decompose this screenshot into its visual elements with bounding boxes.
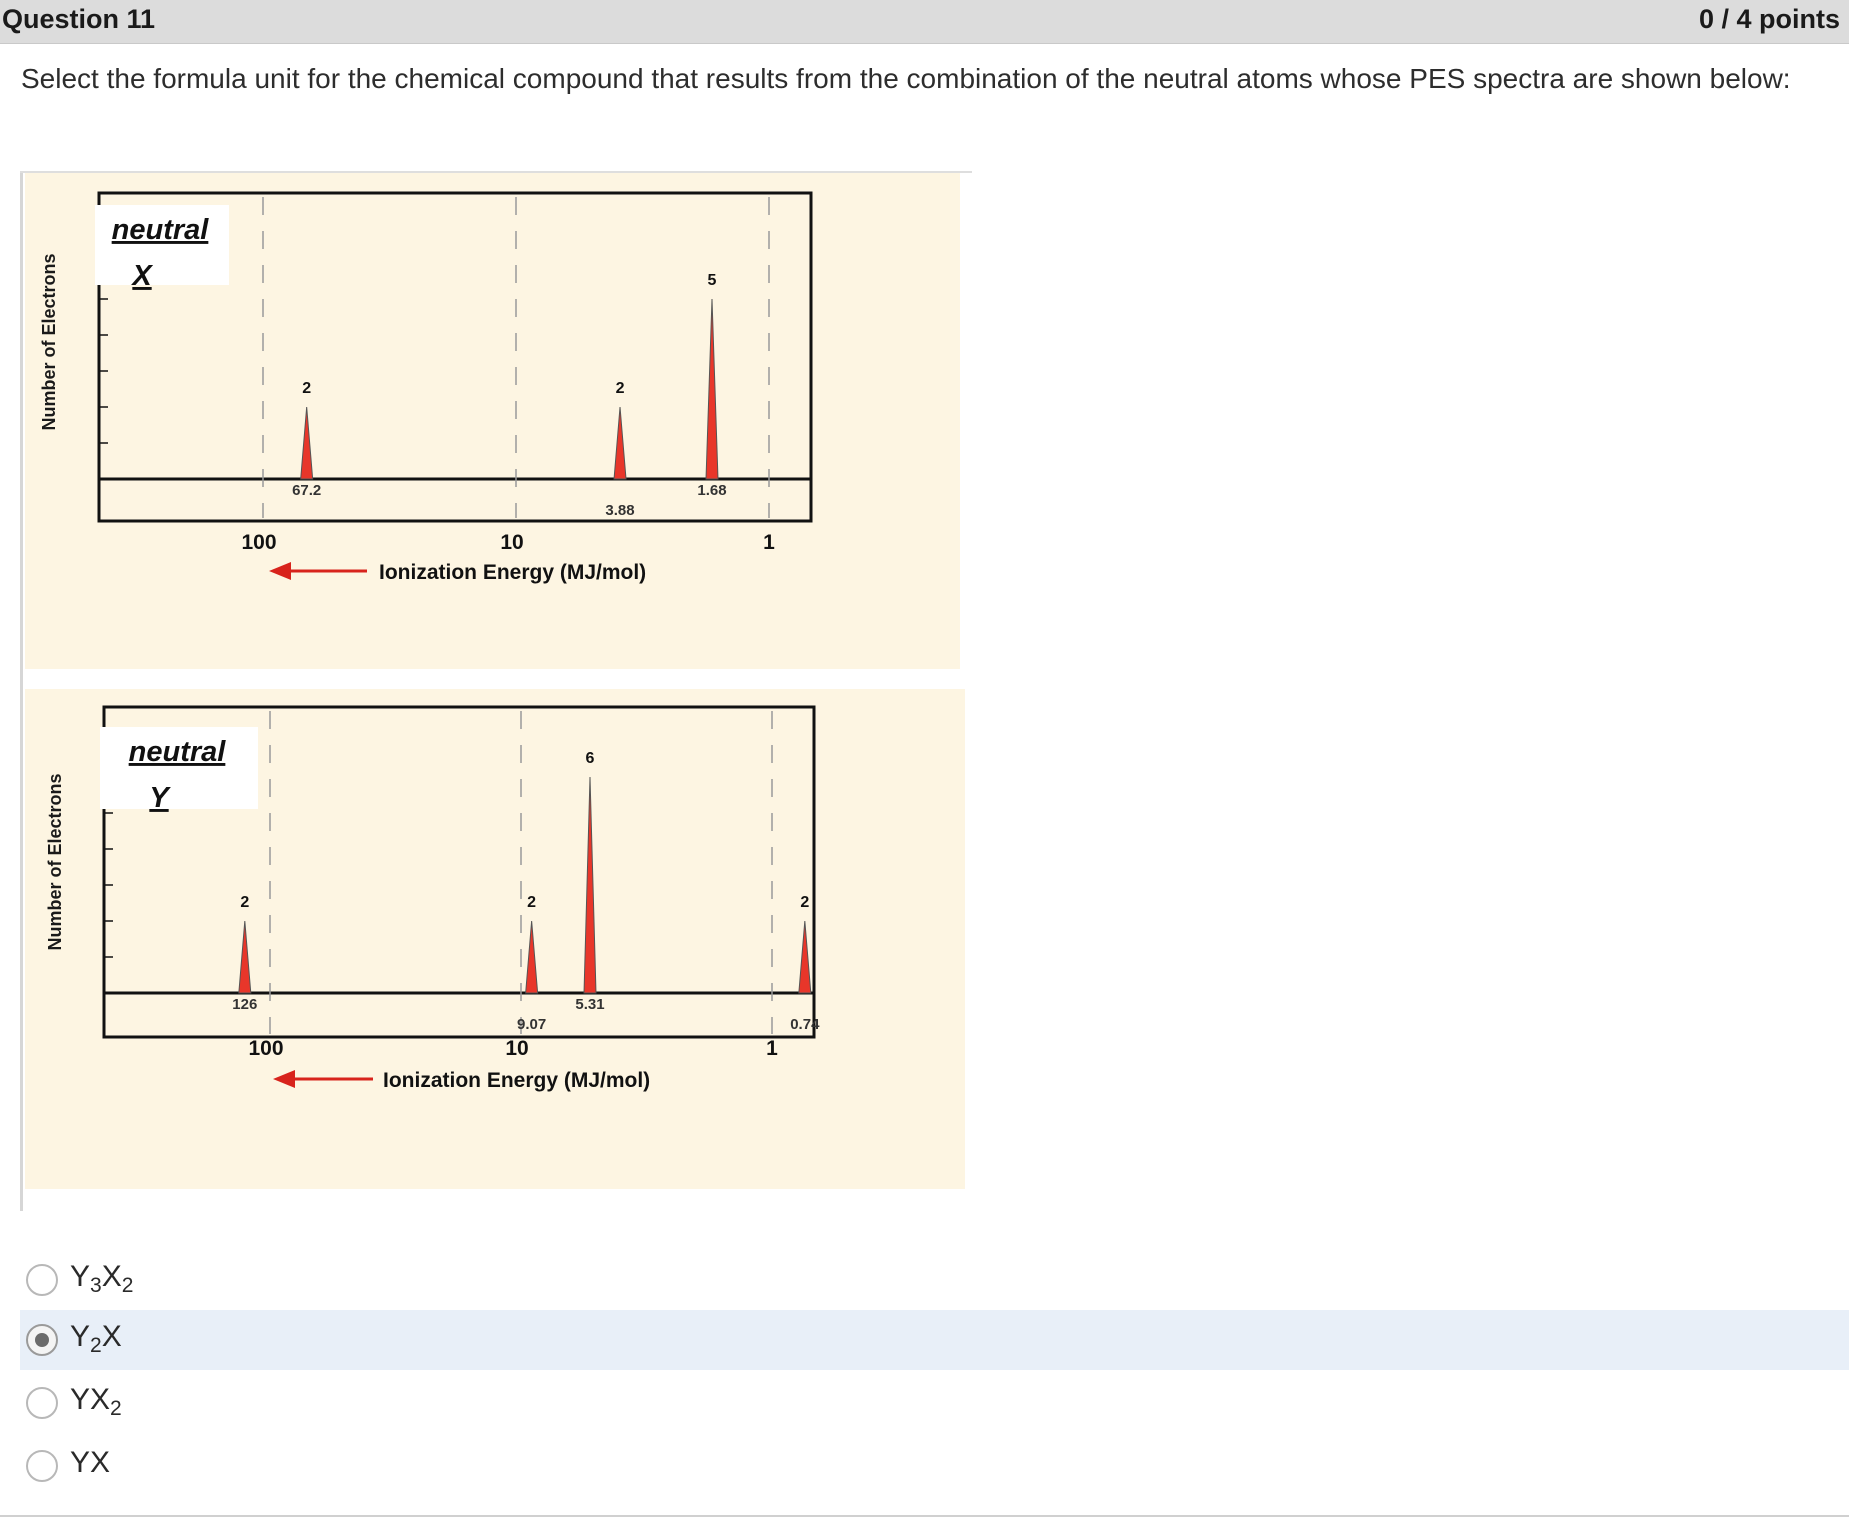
- bottom-divider: [0, 1515, 1849, 1517]
- x-tick-label: 100: [241, 531, 277, 554]
- answer-choice-2[interactable]: [20, 1310, 1849, 1370]
- peak-count-label: 2: [615, 380, 625, 397]
- peak-count-label: 6: [585, 750, 595, 767]
- direction-arrow-head: [269, 562, 291, 580]
- question-title: Question 11: [2, 4, 156, 34]
- question-header: [0, 0, 1849, 44]
- title-line-2: Y: [149, 782, 169, 814]
- x-tick-label: 1: [766, 1037, 778, 1060]
- pes-peak: [614, 407, 626, 479]
- title-line-1: neutral: [111, 214, 209, 246]
- pes-peak: [799, 921, 811, 993]
- figure-left-border: [20, 171, 23, 1211]
- subscript: 2: [121, 1274, 134, 1297]
- x-tick-label: 10: [500, 531, 524, 554]
- x-tick-label: 100: [248, 1037, 284, 1060]
- peak-energy-label: 67.2: [292, 482, 322, 499]
- pes-peak: [706, 299, 718, 479]
- direction-arrow-head: [273, 1070, 295, 1088]
- subscript: 2: [110, 1397, 122, 1420]
- answer-choice-3[interactable]: [20, 1373, 1849, 1433]
- x-tick-label: 10: [505, 1037, 529, 1060]
- peak-energy-label: 5.31: [575, 996, 605, 1013]
- peak-energy-label: 1.68: [697, 482, 727, 499]
- peak-count-label: 2: [240, 894, 250, 911]
- answer-choice-label: [70, 1446, 110, 1480]
- formula-text: YX: [70, 1446, 111, 1479]
- pes-chart-y: [25, 689, 965, 1189]
- radio-button[interactable]: [26, 1387, 58, 1419]
- radio-button[interactable]: [26, 1450, 58, 1482]
- peak-count-label: 2: [302, 380, 312, 397]
- pes-chart-y-svg: [25, 689, 965, 1189]
- answer-choice-label: [70, 1260, 134, 1297]
- radio-button[interactable]: [26, 1264, 58, 1296]
- subscript: 2: [90, 1334, 102, 1357]
- pes-chart-x-svg: [25, 173, 960, 669]
- question-points: 0 / 4 points: [1698, 4, 1840, 34]
- peak-energy-label: 0.74: [790, 1016, 820, 1033]
- pes-peak: [584, 777, 596, 993]
- answer-choice-1[interactable]: [20, 1250, 1849, 1310]
- answer-choice-label: [70, 1383, 122, 1420]
- peak-count-label: 2: [800, 894, 810, 911]
- peak-count-label: 5: [707, 272, 717, 289]
- y-axis-label: Number of Electrons: [45, 773, 65, 951]
- formula-text: X: [101, 1260, 122, 1293]
- peak-energy-label: 9.07: [517, 1016, 547, 1033]
- pes-peak: [239, 921, 251, 993]
- question-prompt: Select the formula unit for the chemical compound that results from the combination of the neutral atoms whose PES spectra are shown below:: [21, 63, 1791, 94]
- peak-energy-label: 126: [232, 996, 258, 1013]
- title-line-2: X: [132, 260, 152, 292]
- formula-text: YX: [70, 1383, 111, 1416]
- x-axis-label: Ionization Energy (MJ/mol): [379, 561, 647, 584]
- formula-text: Y: [70, 1260, 91, 1293]
- pes-figure: [20, 171, 972, 1211]
- x-axis-label: Ionization Energy (MJ/mol): [383, 1069, 651, 1092]
- title-line-1: neutral: [128, 736, 226, 768]
- y-axis-label: Number of Electrons: [39, 253, 59, 431]
- radio-button[interactable]: [26, 1324, 58, 1356]
- answer-choice-label: [70, 1320, 122, 1357]
- pes-peak: [526, 921, 538, 993]
- peak-energy-label: 3.88: [605, 502, 635, 519]
- formula-text: X: [101, 1320, 122, 1353]
- pes-chart-x: [25, 173, 960, 669]
- pes-peak: [301, 407, 313, 479]
- formula-text: Y: [70, 1320, 91, 1353]
- x-tick-label: 1: [763, 531, 775, 554]
- answer-choice-4[interactable]: [20, 1436, 1849, 1496]
- subscript: 3: [90, 1274, 102, 1297]
- peak-count-label: 2: [527, 894, 537, 911]
